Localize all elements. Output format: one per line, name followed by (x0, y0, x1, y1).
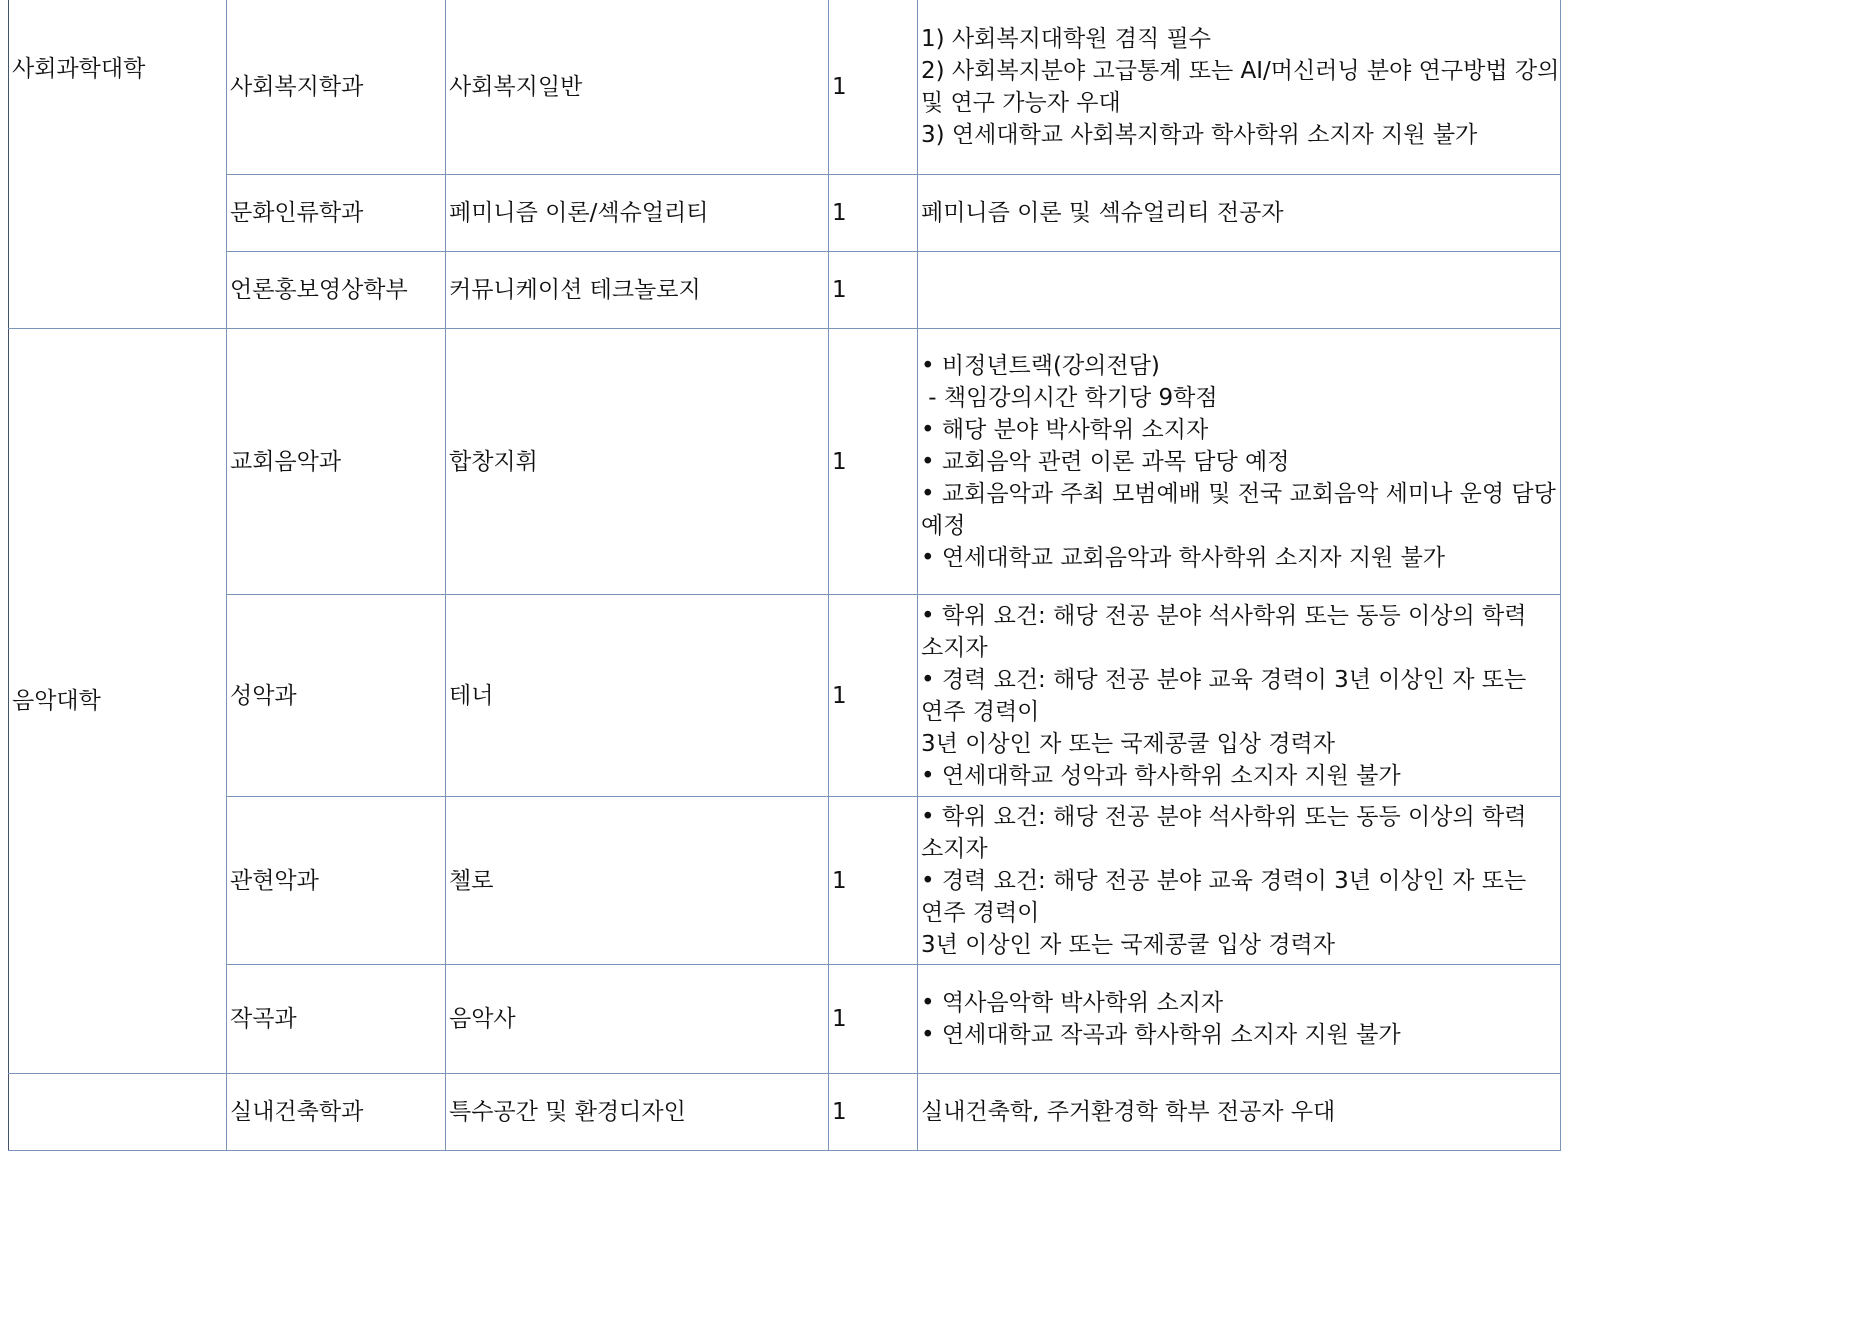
field-name: 음악사 (449, 1006, 516, 1032)
count-cell (829, 252, 918, 329)
note-line: • 연세대학교 교회음악과 학사학위 소지자 지원 불가 (921, 544, 1446, 571)
count-value: 1 (832, 448, 847, 475)
count-cell (829, 175, 918, 252)
notes-cell (918, 965, 1561, 1074)
department-name: 사회복지학과 (230, 74, 364, 100)
field-name: 테너 (449, 682, 494, 709)
notes-cell (918, 329, 1561, 595)
department-name: 관현악과 (230, 867, 319, 894)
table-row (9, 595, 1561, 797)
notes-cell (918, 797, 1561, 965)
notes-cell (918, 0, 1561, 175)
department-cell (227, 252, 446, 329)
field-cell (446, 329, 829, 595)
field-name: 특수공간 및 환경디자인 (449, 1099, 686, 1125)
field-cell (446, 252, 829, 329)
field-name: 페미니즘 이론/섹슈얼리티 (449, 200, 709, 226)
count-value: 1 (832, 1099, 847, 1125)
note-line: 1) 사회복지대학원 겸직 필수 (921, 26, 1211, 52)
notes-cell (918, 595, 1561, 797)
note-line: 2) 사회복지분야 고급통계 또는 AI/머신러닝 분야 연구방법 강의 및 연구 가능자 우대 (921, 58, 1560, 116)
field-cell (446, 797, 829, 965)
count-cell (829, 0, 918, 175)
field-cell (446, 175, 829, 252)
college-name: 음악대학 (12, 688, 101, 714)
count-value: 1 (832, 74, 847, 100)
field-cell (446, 0, 829, 175)
department-name: 언론홍보영상학부 (230, 277, 408, 303)
note-line: 3년 이상인 자 또는 국제콩쿨 입상 경력자 (921, 931, 1335, 958)
note-line: • 교회음악 관련 이론 과목 담당 예정 (921, 448, 1290, 475)
department-name: 성악과 (230, 682, 297, 709)
field-name: 커뮤니케이션 테크놀로지 (449, 277, 701, 303)
note-line: • 비정년트랙(강의전담) (921, 352, 1160, 379)
college-cell (9, 1074, 227, 1151)
department-cell (227, 797, 446, 965)
field-name: 첼로 (449, 867, 494, 894)
note-line: 실내건축학, 주거환경학 학부 전공자 우대 (921, 1099, 1336, 1125)
note-line: • 경력 요건: 해당 전공 분야 교육 경력이 3년 이상인 자 또는 연주 경력이 (921, 867, 1527, 926)
count-cell (829, 797, 918, 965)
notes-cell (918, 1074, 1561, 1151)
department-name: 실내건축학과 (230, 1099, 364, 1125)
count-value: 1 (832, 200, 847, 226)
notes-cell (918, 252, 1561, 329)
field-cell (446, 965, 829, 1074)
department-cell (227, 0, 446, 175)
note-line: 페미니즘 이론 및 섹슈얼리티 전공자 (921, 200, 1284, 226)
recruitment-table (8, 0, 1561, 1151)
table-row (9, 252, 1561, 329)
college-cell (9, 329, 227, 1074)
count-value: 1 (832, 867, 847, 894)
count-value: 1 (832, 277, 847, 303)
note-line: • 학위 요건: 해당 전공 분야 석사학위 또는 동등 이상의 학력 소지자 (921, 602, 1527, 661)
department-name: 작곡과 (230, 1006, 297, 1032)
note-line: 3년 이상인 자 또는 국제콩쿨 입상 경력자 (921, 730, 1335, 757)
college-cell (9, 0, 227, 329)
table-row (9, 797, 1561, 965)
note-line: • 연세대학교 작곡과 학사학위 소지자 지원 불가 (921, 1022, 1401, 1048)
notes-cell (918, 175, 1561, 252)
count-cell (829, 595, 918, 797)
note-line: • 해당 분야 박사학위 소지자 (921, 416, 1209, 443)
count-cell (829, 1074, 918, 1151)
note-line: • 연세대학교 성악과 학사학위 소지자 지원 불가 (921, 762, 1401, 789)
table-row (9, 0, 1561, 175)
department-cell (227, 595, 446, 797)
department-cell (227, 965, 446, 1074)
department-cell (227, 329, 446, 595)
count-value: 1 (832, 682, 847, 709)
note-line: - 책임강의시간 학기당 9학점 (921, 384, 1218, 411)
note-line: • 역사음악학 박사학위 소지자 (921, 990, 1224, 1016)
college-name: 사회과학대학 (12, 56, 146, 82)
field-cell (446, 595, 829, 797)
count-cell (829, 329, 918, 595)
department-name: 교회음악과 (230, 448, 342, 475)
table-row (9, 329, 1561, 595)
table-row (9, 175, 1561, 252)
note-line: 3) 연세대학교 사회복지학과 학사학위 소지자 지원 불가 (921, 122, 1478, 148)
count-cell (829, 965, 918, 1074)
note-line: • 교회음악과 주최 모범예배 및 전국 교회음악 세미나 운영 담당 예정 (921, 480, 1556, 539)
table-row (9, 965, 1561, 1074)
count-value: 1 (832, 1006, 847, 1032)
note-line: • 경력 요건: 해당 전공 분야 교육 경력이 3년 이상인 자 또는 연주 경력이 (921, 666, 1527, 725)
note-line: • 학위 요건: 해당 전공 분야 석사학위 또는 동등 이상의 학력 소지자 (921, 803, 1527, 862)
department-name: 문화인류학과 (230, 200, 364, 226)
department-cell (227, 1074, 446, 1151)
field-name: 사회복지일반 (449, 74, 583, 100)
field-cell (446, 1074, 829, 1151)
field-name: 합창지휘 (449, 448, 538, 475)
department-cell (227, 175, 446, 252)
table-row (9, 1074, 1561, 1151)
